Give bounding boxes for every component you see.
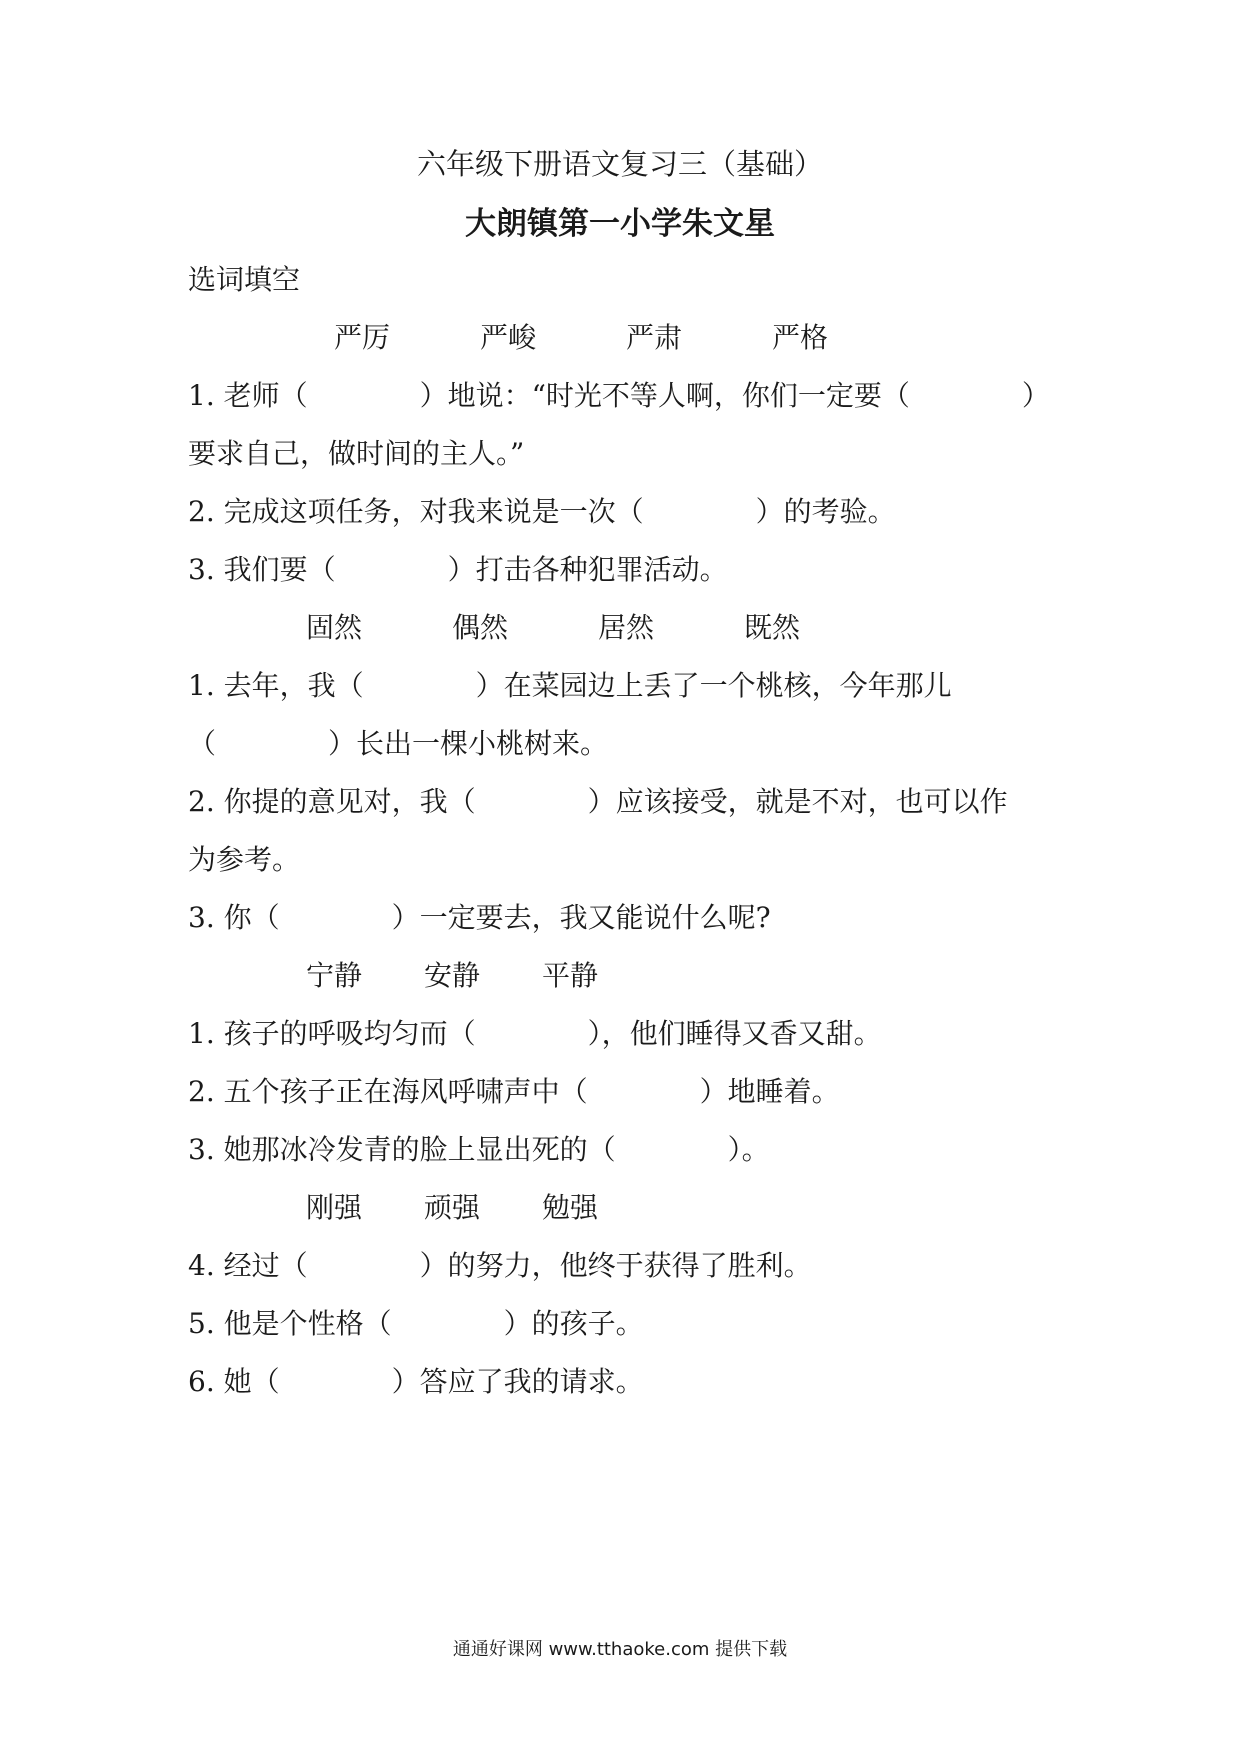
question-line: 1. 孩子的呼吸均匀而（ ），他们睡得又香又甜。 [188,1017,882,1050]
word-option: 安静 [424,959,481,992]
question-line: 6. 她（ ）答应了我的请求。 [188,1365,644,1398]
question-line: 3. 她那冰冷发青的脸上显出死的（ ）。 [188,1133,770,1166]
word-option: 居然 [598,611,655,644]
word-option: 平静 [542,959,599,992]
word-option: 严厉 [334,321,391,354]
word-option: 顽强 [424,1191,481,1224]
word-option: 严肃 [626,321,683,354]
question-line: 1. 去年，我（ ）在菜园边上丢了一个桃核，今年那儿 [188,669,952,702]
question-line: 5. 他是个性格（ ）的孩子。 [188,1307,644,1340]
word-option: 刚强 [306,1191,363,1224]
word-option: 偶然 [452,611,509,644]
word-option: 严格 [772,321,829,354]
word-option: 严峻 [480,321,537,354]
question-line: 2. 你提的意见对，我（ ）应该接受，就是不对，也可以作 [188,785,1008,818]
question-line: 2. 完成这项任务，对我来说是一次（ ）的考验。 [188,495,896,528]
footer-source: 通通好课网 www.tthaoke.com 提供下载 [452,1639,788,1660]
word-option: 勉强 [542,1191,599,1224]
question-line: 为参考。 [188,843,301,876]
word-option: 固然 [306,611,363,644]
question-line: 2. 五个孩子正在海风呼啸声中（ ）地睡着。 [188,1075,840,1108]
question-line: （ ）长出一棵小桃树来。 [188,727,609,760]
page-title: 六年级下册语文复习三（基础） [416,147,823,181]
section-heading: 选词填空 [188,263,301,296]
question-line: 3. 我们要（ ）打击各种犯罪活动。 [188,553,728,586]
question-line: 1. 老师（ ）地说：“时光不等人啊，你们一定要（ ） [188,379,1050,412]
question-line: 要求自己，做时间的主人。” [188,437,525,470]
word-option: 宁静 [306,959,363,992]
word-option: 既然 [744,611,801,644]
question-line: 4. 经过（ ）的努力，他终于获得了胜利。 [188,1249,812,1282]
author-line: 大朗镇第一小学朱文星 [465,206,775,242]
question-line: 3. 你（ ）一定要去，我又能说什么呢? [188,901,771,934]
